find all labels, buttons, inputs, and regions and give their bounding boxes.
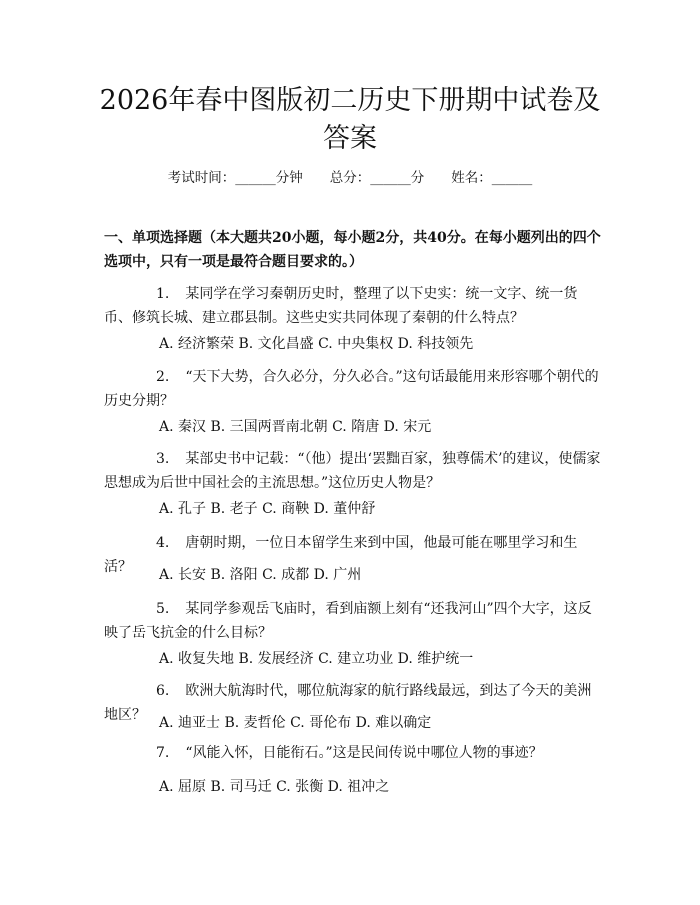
question-7-options: A. 屈原 B. 司马迁 C. 张衡 D. 祖冲之 (159, 779, 390, 795)
question-number: 2. (156, 369, 170, 385)
question-5-options: A. 收复失地 B. 发展经济 C. 建立功业 D. 维护统一 (159, 651, 474, 667)
question-number: 1. (156, 286, 170, 302)
question-stem: 欧洲大航海时代，哪位航海家的航行路线最远，到达了今天的美洲地区？ (104, 683, 592, 723)
question-number: 3. (156, 451, 170, 467)
question-3-options: A. 孔子 B. 老子 C. 商鞅 D. 董仲舒 (159, 501, 376, 517)
question-number: 6. (156, 683, 170, 699)
question-4-options: A. 长安 B. 洛阳 C. 成都 D. 广州 (159, 567, 362, 583)
question-number: 7. (156, 745, 170, 761)
question-stem: 唐朝时期，一位日本留学生来到中国，他最可能在哪里学习和生活？ (104, 535, 578, 575)
question-stem: 某同学参观岳飞庙时，看到庙额上刻有“还我河山”四个大字，这反映了岳飞抗金的什么目标？ (104, 601, 592, 641)
section-heading: 一、单项选择题（本大题共20小题，每小题2分，共40分。在每小题列出的四个选项中，只有一项是最符合题目要求的。） (104, 230, 601, 270)
question-number: 5. (156, 601, 170, 617)
question-2 (104, 365, 604, 413)
question-6-options: A. 迪亚士 B. 麦哲伦 C. 哥伦布 D. 难以确定 (159, 715, 432, 731)
question-stem: “风能入怀，日能衔石。”这是民间传说中哪位人物的事迹？ (185, 745, 543, 761)
question-number: 4. (156, 535, 170, 551)
question-stem: 某同学在学习秦朝历史时，整理了以下史实：统一文字、统一货币、修筑长城、建立郡县制。这些史实共同体现了秦朝的什么特点？ (104, 286, 578, 326)
question-1-options: A. 经济繁荣 B. 文化昌盛 C. 中央集权 D. 科技领先 (159, 336, 474, 352)
question-5 (104, 597, 604, 645)
question-2-options: A. 秦汉 B. 三国两晋南北朝 C. 隋唐 D. 宋元 (159, 419, 432, 435)
question-1 (104, 282, 604, 330)
question-stem: “天下大势，合久必分，分久必合。”这句话最能用来形容哪个朝代的历史分期？ (104, 369, 599, 409)
question-7 (104, 741, 604, 765)
question-3 (104, 447, 604, 495)
document-title: 2026年春中图版初二历史下册期中试卷及答案 (99, 85, 601, 154)
exam-info-line: 考试时间：______分钟 总分：______分 姓名：______ (167, 170, 533, 186)
question-stem: 某部史书中记载：“（他）提出‘罢黜百家，独尊儒术’的建议，使儒家思想成为后世中国社会的主流思想。”这位历史人物是？ (104, 451, 601, 491)
